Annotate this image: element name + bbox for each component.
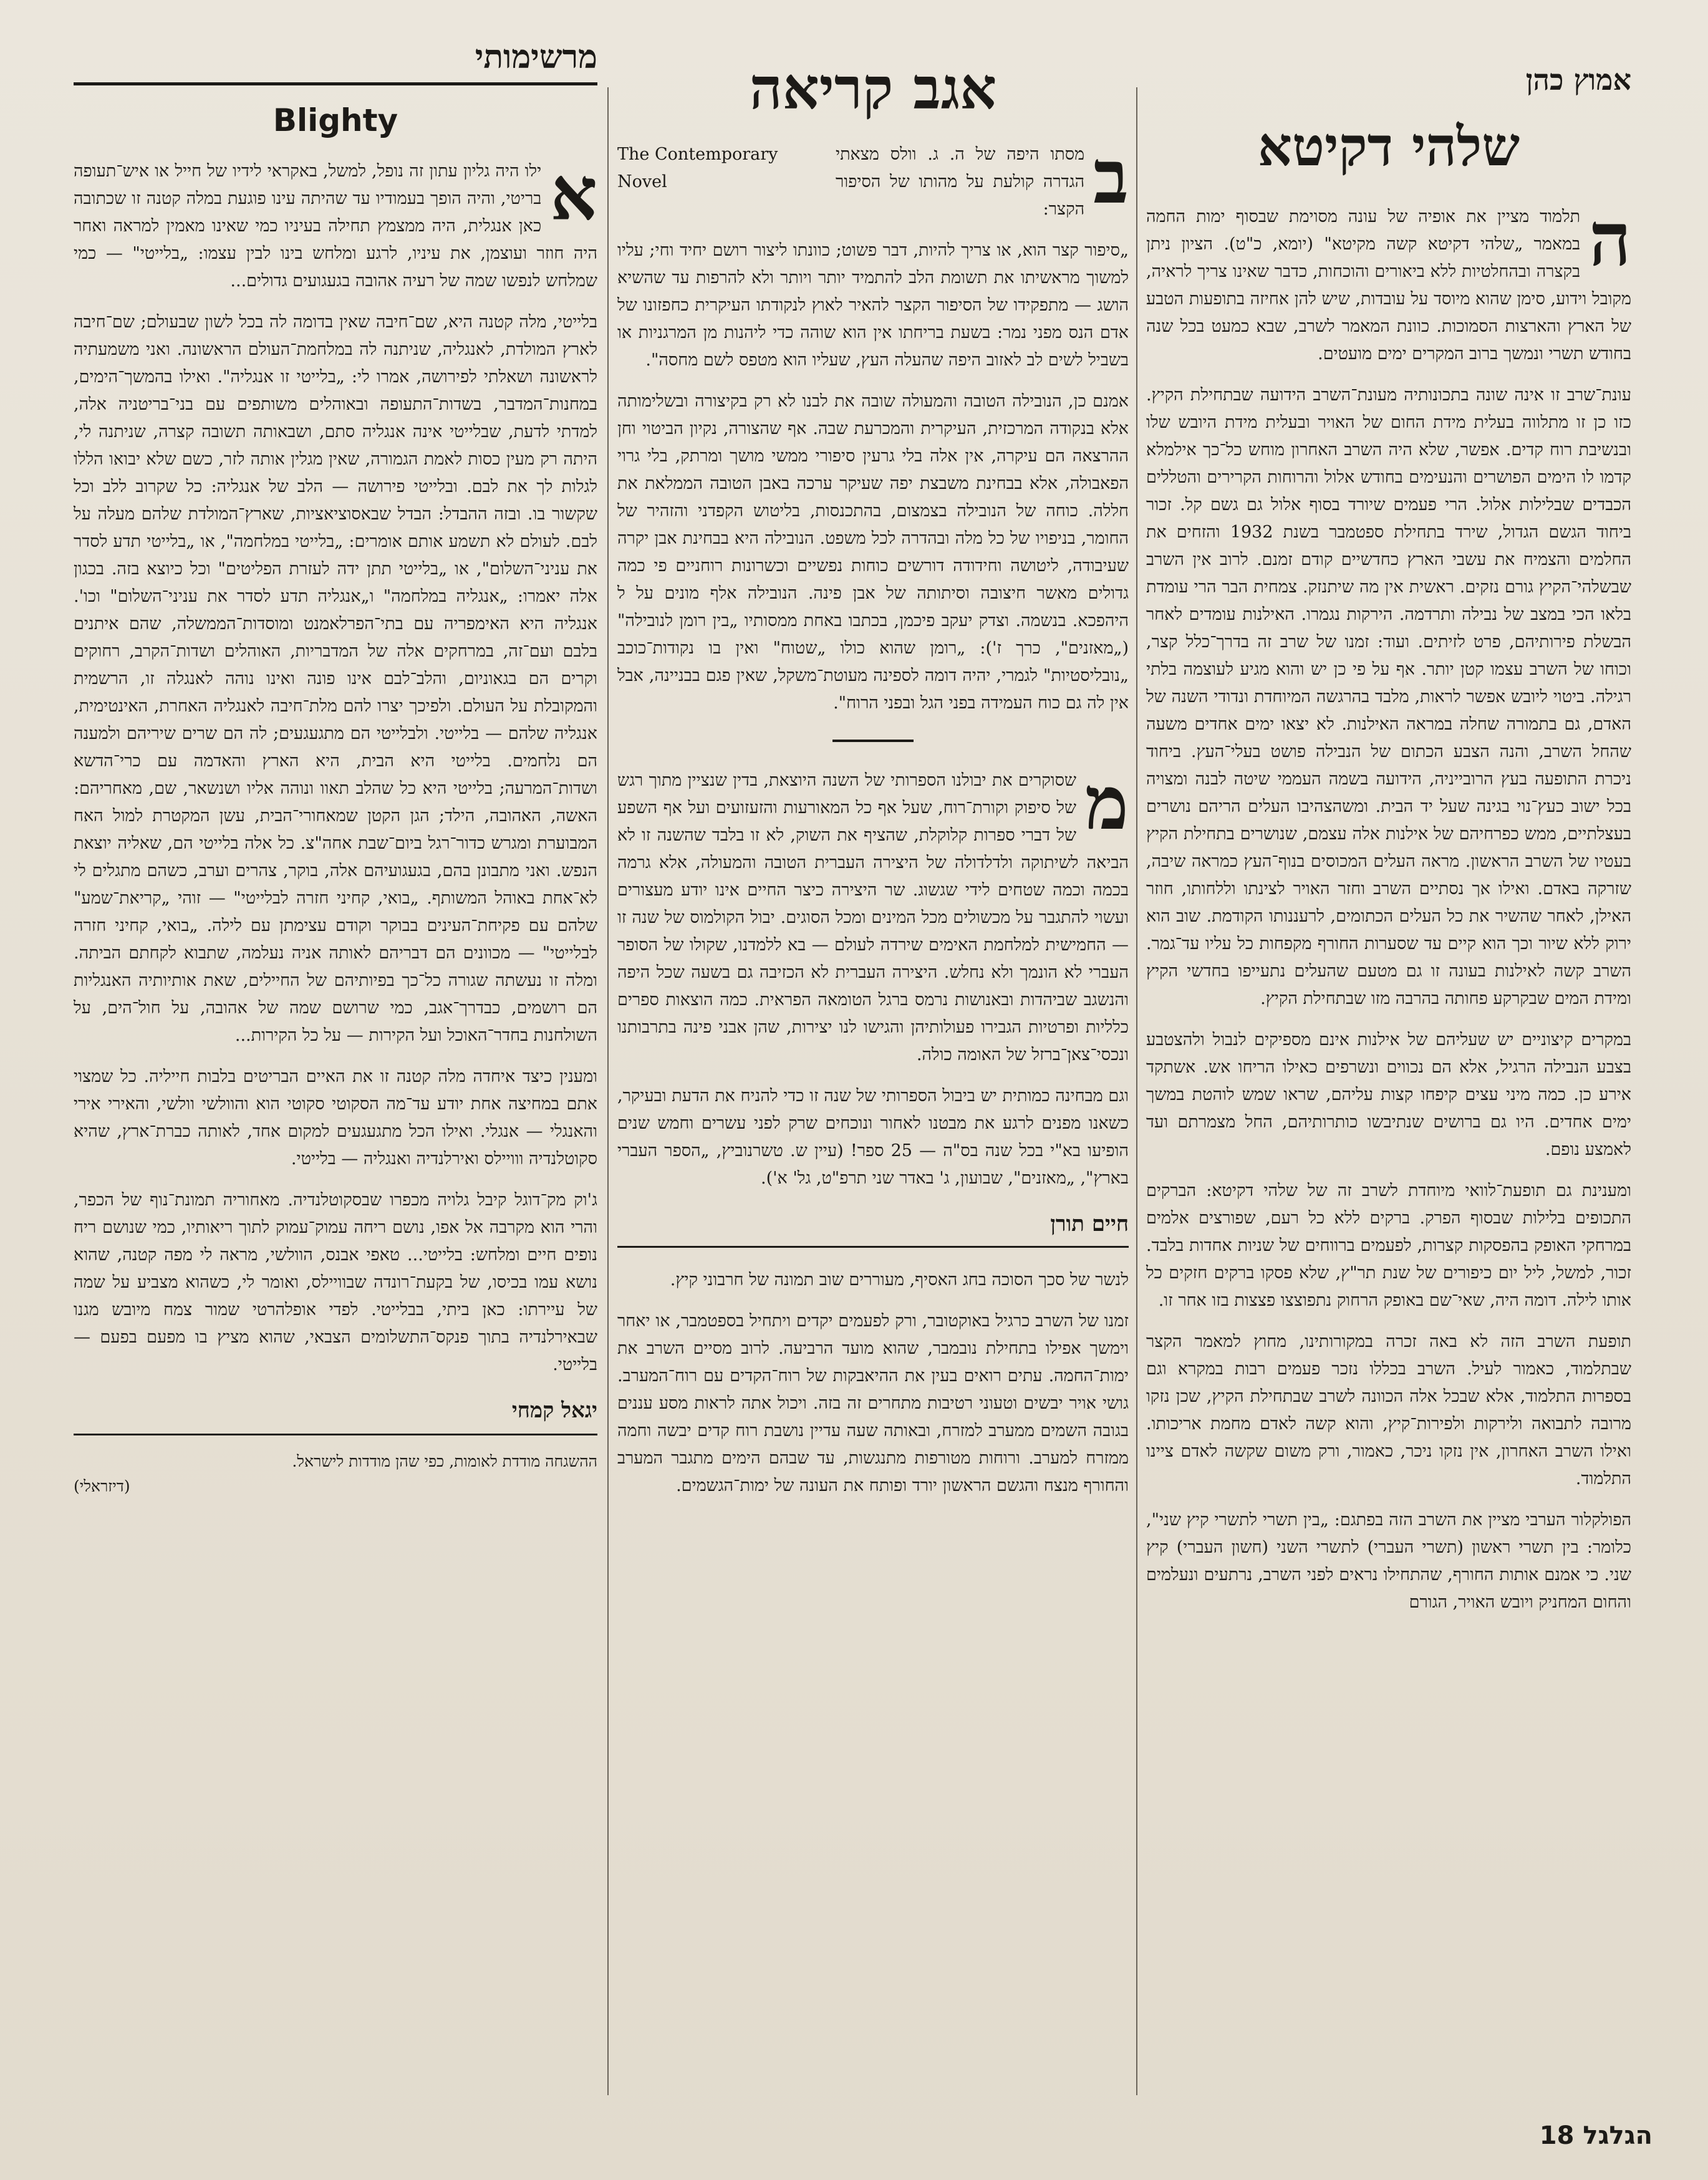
right-article (1146, 50, 1631, 1630)
article-paragraph: זמנו של השרב כרגיל באוקטובר, ורק לפעמים יקדים ויתחיל בספטמבר, או יאחר וימשך אפילו בתחילת נובמבר, שהוא מועד הרביעה. לרוב מסיים השרב את ימות־החמה. עתים רואים בעין את ההיאבקות של רוח־הקדים עם רוח־המערב. גושי אויר יבשים וטעוני רטיבות מתחרים זה בזה. ויכול אתה לראות מסע עננים בגובה השמים ממערב למזרח, ובאותה שעה עדיין נושבת רוח קדים יבשה וחמה ממזרח למערב. ורוחות מטורפות מתנגשות, עד שבהם הימים מתגבר המערב והחורף מנצח והגשם הראשון יורד ופותח את העונה של ימות־הגשמים. (617, 1311, 1129, 1495)
article-paragraph: במקרים קיצוניים יש שעליהם של אילנות אינם מספיקים לנבול ולהצטבע בצבע הנבילה הרגיל, אלא הם נכווים ונשרפים כאילו הריחו אש. אשתקד אירע כן. כמה מיני עצים קיפחו קצות עליהם, שראו שמש לוהטת במשך ימים אחדים. היו גם ברושים שנתיבשו כותרותיהם, החל מצמרתם ועד לאמצע נופם. (1146, 1030, 1631, 1159)
article-paragraph: ג'וק מק־דוגל קיבל גלויה מכפרו שבסקוטלנדיה. מאחוריה תמונת־נוף של הכפר, והרי הוא מקרבה אל אפו, נושם ריחה עמוק־עמוק לתוך ריאותיו, כמי שנושם ריח נופים חיים ומלחש: בלייטי... טאפי אבנס, הוולשי, מראה לי מפה קטנה, שהוא נושא עמו בכיסו, של בקעת־רונדה שבוויילס, ואומר לי, כשהוא מצביע על שמה של עיירתו: כאן ביתי, בבלייטי. לפדי אופלהרטי שמור צמח מיובש מגנו שבאירלנדיה בתוך פנקס־התשלומים הצבאי, שהוא מציץ בו מפעם בפעם — בלייטי. (74, 1190, 597, 1374)
footnote-rule (74, 1434, 597, 1435)
paragraph-text: תלמוד מציין את אופיה של עונה מסוימת שבסוף ימות החמה במאמר „שלהי דקיטא קשה מקיטא" (יומא, כ"ט). הציון ניתן בקצרה ובהחלטיות ללא ביאורים והוכחות, כדבר שאינו צריך לראיה, מקובל וידוע, סימן שהוא מיוסד על עובדות, שיש להן אחיזה בתופעות הטבע של הארץ והארצות הסמוכות. כוונת המאמר לשרב, שבא כמעט בכל שנה בחודש תשרי ונמשך ברוב המקרים ימים מועטים. (1146, 207, 1631, 364)
paragraph-text: מסתו היפה של ה. ג. וולס מצאתי הגדרה קולעת על מהותו של הסיפור הקצר: (836, 145, 1085, 219)
paragraph-text: שסוקרים את יבולנו הספרותי של השנה היוצאת, בדין שנציין מתוך רגש של סיפוק וקורת־רוח, שעל אף כל המאורעות והזעזועים ועל אף השפע של דברי ספרות קלוקלת, שהציף את השוק, לא זו בלבד שהשנה זו לא הביאה לשיתוקה ולדלדולה של היצירה העברית הטובה והמעולה, אלא גרמה בכמה וכמה שטחים לידי שגשוג. שר היצירה כיצר החיים אינו יודע מעצורים ועשוי להתגבר על מכשולים מכל המינים ומכל הסוגים. יבול הקולמוס של שנה זו — החמישית למלחמת האימים שירדה לעולם — בא ללמדנו, שקולו של הסופר העברי לא הונמך ולא נחלש. היצירה העברית לא הכזיבה גם בשעה שכל היפה והנשגב שביהדות ובאנושות נרמס ברגל הטומאה הפראית. כמה הוצאות ספרים כלליות ופרטיות הגבירו פעולותיהן והגישו לנו יצירות, שהן אבני פינה בתרבותנו ונכסי־צאן־ברזל של האומה כולה. (617, 771, 1129, 1064)
article-title: אגב קריאה (749, 55, 997, 122)
footnote-quote: ההשגחה מודדת לאומות, כפי שהן מודדות לישראל. (292, 1452, 597, 1470)
article-paragraph: בלייטי, מלה קטנה היא, שם־חיבה שאין בדומה לה בכל לשון שבעולם; שם־חיבה לארץ המולדת, לאנגליה, שניתנה לה במלחמת־העולם הראשונה. ואני משמעתיה לראשונה ושאלתי לפירושה, אמרו לי: „בלייטי זו אנגליה". ואילו בהמשך־הימים, במחנות־המדבר, בשדות־התעופה ובאוהלים משותפים עם בני־בריטניה אלה, למדתי לדעת, שבלייטי אינה אנגליה סתם, ושבאותה תשובה קצרה, שניתנה לי, היתה רק מעין כסות לאמת הגמורה, שאין מגלין אותה לזר, כשם שלא יבואו הללו לגלות לך את לבם. ובלייטי פירושה — הלב של אנגליה: כל שקרוב ללב וכל שקשור בו. ובזה ההבדל: הבדל שבאסוציאציות, שארץ־המולדת שלהם מעלה על לבם. לעולם לא תשמע אותם אומרים: „בלייטי במלחמה", או „בלייטי תדע לסדר את עניני־השלום", או „בלייטי תתן ידה לעזרת הפליטים" וכל כיוצא בזה. בכגון אלה יאמרו: „אנגליה במלחמה" ו„אנגליה תדע לסדר את עניני־השלום" וכו'. אנגליה היא האימפריה עם בתי־הפרלאמנט ומוסדות־הממשלה, שהם איתנים בלבם ועם־זה, במרחקים אלה של המדבריות, האוהלים ושדות־הקרב, רחוקים וקרים הם בגאוניום, והלב־לבם אינו פונה ואינו נוהה לאנגלה זו, הרשמית והמקובלת על העולם. ולפיכך יצרו להם מלת־חיבה לאנגליה האחרת, האינטימית, אנגליה שלהם — בלייטי. ולבלייטי הם מתגעגעים; לה הם שרים שיריהם ולמענה הם נלחמים. בלייטי היא הבית, היא הארץ והאדמה עם כרי־הדשא ושדות־המרעה; בלייטי היא כל שהלב תאוו ונוהה אליו ושנשאר, שם, מאחריהם: האשה, האהובה, הילד; הגן הקטן שמאחורי־הבית, עשן המקטרת למול האח המבוערת ומגרש כדור־רגל ביום־שבת אחה"צ. כל אלה בלייטי הם, שאליה יוצאת הנפש. ואני מתבונן בהם, בגעגועיהם אלה, בוקר, צהרים וערב, כשהם מתגלים לי לא־אחת באוהל המשותף. „בואי, קחיני חזרה לבלייטי" — זוהי „קריאת־שמע" שלהם עם פקיחת־העינים בבוקר וקודם עצימתן עם לילה. „בואי, קחיני חזרה לבלייטי" — מכוונים הם דבריהם לאותה אניה נעלמה, שתבוא לקחתם הביתה. ומלה זו נעשתה שגורה כל־כך בפיותיהם של החיילים, שאת אותיותיה האנגליות הם רושמים, כבדרך־אגב, כמי שרושם שמה של אהובה, על חול־הים, על השולחנות בחדר־האוכל ועל הקירות — על כל הקירות... (74, 312, 597, 1045)
drop-cap: ה (1589, 196, 1631, 282)
article-paragraph: עונת־שרב זו אינה שונה בתכונותיה מעונת־השרב הידועה שבתחילת הקיץ. כזו כן זו מתלווה בעלית מידת החום של האויר ובעלית מידת היובש שלו ובנשיבת רוח קדים. אפשר, שלא היה השרב האחרון מוחש כל־כך אילמלא קדמו לו הימים הפושרים והנעימים בחודש אלול והרוחות הקרירים והטללים הכבדים שבלילות אלול. הרי פעמים שיורד בסוף אלול גם גשם קל. זכור ביחוד הגשם הגדול, שירד בתחילת ספטמבר בשנת 1932 והזחים את החלמים והצמיח את עשבי הארץ כחדשיים קודם זמנם. לרוב אין השרב שבשלהי־הקיץ גורם נזקים. ראשית אין מה שיתנזק. צמחית הבר הרי עומדת בלאו הכי במצב של נבילה ותרדמה. הירקות נגמרו. האילנות עומדים לאחר הבשלת פירותיהם, פרט לזיתים. ועוד: זמנו של שרב זה בדרך־כלל קצר, וכוחו של השרב עצמו קטן יותר. אף על פי כן יש והוא מגיע לעוצמה בלתי רגילה. ביטוי ליובש אפשר לראות, מלבד בהרגשה המיוחדת ונדודי השנה של האדם, גם בתמורה שחלה במראה האילנות. לא יצאו ימים אחדים משעה שהחל השרב, והנה הצבע הכתום של הנבילה פושט בעלי־העץ. ביחוד ניכרת התופעה בעץ הרובייניה, הידועה בשמה העממי שיטה לבנה ומצויה בכל ישוב כעץ־נוי בגינה שעל יד הבית. ומשהצהיבו העלים הריהם נושרים בעצלתיים, ממש כפרחיהם של אילנות אלה עצמם, שנושרים בתחילת הקיץ בעטיו של השרב הראשון. מראה העלים המכוסים בנוף־העץ כמראה שיבה, שזרקה באדם. ואילו אך נסתיים השרב וחזר האויר לצינתו וללחותו, חוזר האילן, לאחר שהשיר את כל העלים הכתומים, לרעננותו הקודמת. שוב הוא ירוק ללא שיור וכך הוא קיים עד שסערות החורף מקפחות כל עליו עד־גמר. השרב קשה לאילנות בעונה זו גם מטעם שהעלים נתעייפו בחדשי הקיץ ומידת המים שבקרקע פחותה בהרבה מזו שבתחילת הקיץ. (1146, 385, 1631, 1008)
column-divider (1136, 87, 1137, 2095)
article-author: אמוץ כהן (1525, 63, 1631, 97)
article-paragraph: הפולקלור הערבי מציין את השרב הזה בפתגם: „בין תשרי לתשרי קיץ שני", כלומר: בין תשרי ראשון (תשרי העברי) לתשרי השני (חשון העברי) קיץ שני. כי אמנם אותות החורף, שהתחילו נראים לפני השרב, נרתעים ונעלמים והחום המחניק ויובש האויר, הגורם (1146, 1510, 1631, 1612)
article-paragraph: „סיפור קצר הוא, או צריך להיות, דבר פשוט; כוונתו ליצור רושם יחיד וחי; עליו למשוך מראשיתו את תשומת הלב להתמיד יותר ויותר ולא להרפות עד שהשיא הושג — מתפקידו של הסיפור הקצר להאיר לאוץ לנקודתו העיקרית כחפזונו של אדם הנס מפני נמר: בשעת בריחתו אין הוא שוהה כדי ליהנות מן המרגניות או בשביל לשים לב לאזוב היפה שהעלה העץ, שעליו הוא מטפס לשם מחסה". (617, 241, 1129, 370)
article-signature: יגאל קמחי (511, 1398, 597, 1423)
article-paragraph (617, 760, 1129, 1069)
publication-name: הגלגל (1583, 2121, 1653, 2150)
drop-cap: מ (1085, 760, 1129, 846)
article-paragraph (74, 150, 597, 295)
article-title: שלהי דקיטא (1257, 115, 1520, 178)
column-divider (607, 87, 609, 2095)
article-paragraph: ומענין כיצד איחדה מלה קטנה זו את האיים הבריטים בלבות חייליה. כל שמצוי אתם במחיצה אחת יודע עד־מה הסקוטי סקוטי הוא והוולשי וולשי, והאירי אירי והאנגלי — אנגלי. ואילו הכל מתגעגעים למקום אחד, לאותה כברת־ארץ, שהיא סקוטלנדיה ווויילס ואירלנדיה ואנגליה — בלייטי. (74, 1067, 597, 1169)
section-label: מרשימותי (74, 37, 597, 85)
article-signature: חיים תורן (1050, 1212, 1129, 1237)
page-number: 18 (1539, 2121, 1575, 2150)
paragraph-text: ילו היה גליון עתון זה נופל, למשל, באקראי לידיו של חייל או איש־תעופה בריטי, והיה הופך בעמודיו עד שהיתה עינו פוגעת במלה קטנה זו שכתובה כאן אנגלית, היה ממצמץ תחילה בעיניו כמי שאינו מאמין למראה ואחר היה חוזר ועוצמן, את עיניו, לרגע ומלחש בינו לבין עצמו: „בלייטי" — כמי שמלחש לנפשו שמה של רעיה אהובה בגעגועים גדולים... (74, 162, 597, 291)
page-footer (1484, 2120, 1653, 2151)
footnote-source: (דיזראלי) (74, 1477, 130, 1495)
article-paragraph: ומענינת גם תופעת־לוואי מיוחדת לשרב זה של שלהי דקיטא: הברקים התכופים בלילות שבסוף הפרק. ברקים ללא כל רעם, שפורצים אלמים במרחקי האופק בהפסקות קצרות, לפעמים ברווחים של שניות אחדות בלבד. זכור, למשל, ליל יום כיפורים של שנת תר"ץ, שלא פסקו ברקים חזקים כל אותו לילה. דומה היה, שאי־שם באופק הרחוק נתפוצצו פצצות בזו אחר זו. (1146, 1181, 1631, 1310)
left-article (74, 37, 597, 1499)
section-rule (617, 1246, 1129, 1248)
article-paragraph: וגם מבחינה כמותית יש ביבול הספרותי של שנה זו כדי להניח את הדעת ובעיקר, כשאנו מפנים לרגע את מבטנו לאחור ונוכחים שרק לפני עשרים וחמש שנים הופיעו בא"י בכל שנה בס"ה — 25 ספר! (עיין ש. טשרנוביץ, „הספר העברי בארץ", „מאזנים", שבועון, ג' באדר שני תרפ"ט, גל' א'). (617, 1086, 1129, 1188)
english-book-title: The Contemporary Novel (617, 145, 778, 191)
article-paragraph: אמנם כן, הנובילה הטובה והמעולה שובה את לבנו לא רק בקיצורה ובשלימותה אלא בנקודה המרכזית, העיקרית והמכרעת שבה. אף שהצורה, נקיון הביטוי וחן ההרצאה הם עיקרה, אין אלה בלי גרעין סיפורי ממשי מושך ומרתק, בלי גרוי הפאבולה, אלא בבחינת משבצת יפה שעיקר ערכה באבן הטובה הממלאת את חללה. כוחה של הנובילה בצמצום, בהתכנסות, בליטוש הקפדני והזהיר של החומר, בניפויו של כל מלה ובהדרה לכל משפט. הנובילה היא בבחינת אבן יקרה שעיבודה, ליטושה וחידודה דורשים כוחות נפשיים וכשרונות רוחניים פי כמה גדולים מאשר חיצובה וסיתותה של אבן פינה. הנובילה אלף מונים על ל היהפכא. בנשמה. וצדק יעקב פיכמן, בכתבו באחת ממסותיו „בין רומן לנובילה" („מאזנים", כרך ז'): „רומן שהוא כולו „שטוח" ואין בו נקודות־כוכב „נובליסטיות" לגמרי, יהיה דומה לספינה מעוטת־משקל, שאין פגם בבניינה, אבל אין לה גם כוח העמידה בפני הגל ובפני הרוח". (617, 392, 1129, 713)
section-divider (832, 740, 914, 742)
article-intro (617, 133, 1129, 223)
drop-cap: א (550, 150, 597, 237)
middle-article (617, 50, 1129, 1513)
article-paragraph: לנשר של סכך הסוכה בחג האסיף, מעוררים שוב תמונה של חרבוני קיץ. (670, 1270, 1129, 1290)
article-paragraph (1146, 196, 1631, 368)
drop-cap: ב (1093, 133, 1129, 220)
article-paragraph: תופעת השרב הזה לא באה זכרה במקורותינו, מחוץ למאמר הקצר שבתלמוד, כאמור לעיל. השרב בכללו נזכר פעמים רבות במקרא וגם בספרות התלמוד, אלא שבכל אלה הכוונה לשרב שבתחילת הקיץ, שכן נזקו מרובה לתבואה ולירקות ולפירות־קיץ, והוא קשה לאדם מחמת אריכותו. ואילו השרב האחרון, אין נזקו ניכר, כאמור, ורק משום שקשה לאדם ציינו התלמוד. (1146, 1332, 1631, 1488)
article-title: Blighty (273, 102, 398, 138)
